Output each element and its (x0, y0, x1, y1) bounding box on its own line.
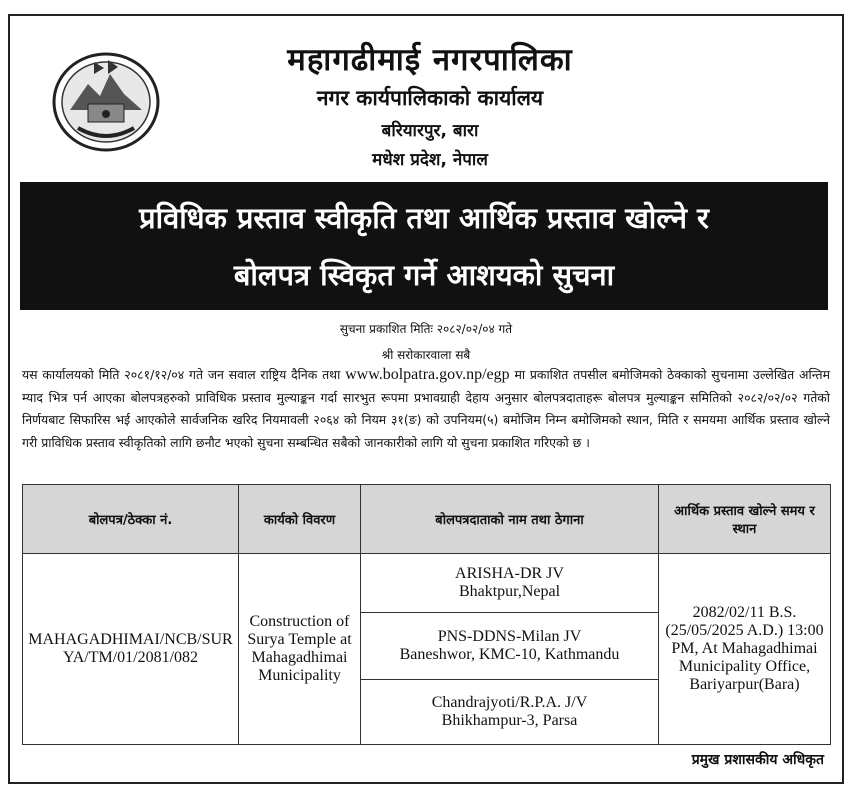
table-header-row (23, 485, 831, 554)
bidder-cell (361, 554, 659, 613)
bidder-name: ARISHA-DR JV (455, 565, 564, 582)
notice-title-line-2: बोलपत्र स्विकृत गर्ने आशयको सुचना (233, 258, 615, 292)
notice-frame (8, 14, 844, 784)
header-opening-time-place: आर्थिक प्रस्ताव खोल्ने समय र स्थान (659, 485, 831, 554)
bidder-cell (361, 613, 659, 680)
notice-title-line-1: प्रविधिक प्रस्ताव स्वीकृति तथा आर्थिक प्रस्ताव खोल्ने र (139, 201, 709, 235)
header-work-description: कार्यको विवरण (239, 485, 361, 554)
nepal-government-emblem-icon (48, 44, 164, 154)
work-description-cell: Construction of Surya Temple at Mahagadhimai Municipality (239, 554, 361, 745)
contract-number-cell: MAHAGADHIMAI/NCB/SURYA/TM/01/2081/082 (23, 554, 239, 745)
notice-body (22, 364, 830, 454)
bidder-address: Baneshwor, KMC-10, Kathmandu (399, 646, 620, 663)
bidder-name: Chandrajyoti/R.P.A. J/V (431, 694, 588, 711)
header-bidder: बोलपत्रदाताको नाम तथा ठेगाना (361, 485, 659, 554)
office-header (170, 36, 690, 170)
bolpatra-website-link[interactable]: www.bolpatra.gov.np/egp (345, 366, 510, 383)
bidder-cell (361, 680, 659, 745)
signatory-title: प्रमुख प्रशासकीय अधिकृत (691, 752, 824, 768)
office-name: महागढीमाई नगरपालिका (287, 42, 573, 78)
bidder-address: Bhikhampur-3, Parsa (441, 712, 578, 729)
bidder-name: PNS-DDNS-Milan JV (437, 628, 582, 645)
notice-body-part-2: मा प्रकाशित तपसील बमोजिमको ठेक्काको सुचनामा उल्लेखित अन्तिम म्याद भित्र पर्न आएका बोलपत्रहरुको प्राविधिक प्रस्ताव मुल्याङ्कन गर्दा सारभुत रूपमा प्रभावग्राही देहाय अनुसार बोलपत्रदाताहरू बोलपत्र मुल्याङ्कन समितिको २०८२/०२/०२ गतेको निर्णयबाट सिफारिस भई आएकोले सार्वजनिक खरिद नियमावली २०६४ को नियम ३१(ङ) को उपनियम(५) बमोजिम निम्न बमोजिमको स्थान, मिति र समयमा आर्थिक प्रस्ताव खोल्ने गरी प्राविधिक प्रस्ताव स्वीकृतिको लागि छनौट भएको सुचना सम्बन्धित सबैको जानकारीको लागि यो सुचना प्रकाशित गरिएको छ । (22, 367, 830, 450)
table-row (23, 554, 831, 613)
notice-title-banner (20, 182, 828, 310)
bid-table (22, 484, 831, 745)
office-address: बरियारपुर, बारा (381, 121, 479, 141)
header-contract-no: बोलपत्र/ठेक्का नं. (23, 485, 239, 554)
salutation: श्री सरोकारवाला सबै (381, 348, 471, 362)
office-province: मधेश प्रदेश, नेपाल (372, 150, 488, 170)
notice-body-part-1: यस कार्यालयको मिति २०८१/१२/०४ गते जन सवाल राष्ट्रिय दैनिक तथा (22, 367, 346, 382)
bidder-address: Bhaktpur,Nepal (458, 583, 561, 600)
opening-time-place-cell: 2082/02/11 B.S. (25/05/2025 A.D.) 13:00 PM, At Mahagadhimai Municipality Office, Bariyarpur(Bara) (659, 554, 831, 745)
office-subtitle: नगर कार्यपालिकाको कार्यालय (316, 86, 544, 110)
publication-date: सुचना प्रकाशित मितिः २०८२/०२/०४ गते (339, 322, 513, 336)
